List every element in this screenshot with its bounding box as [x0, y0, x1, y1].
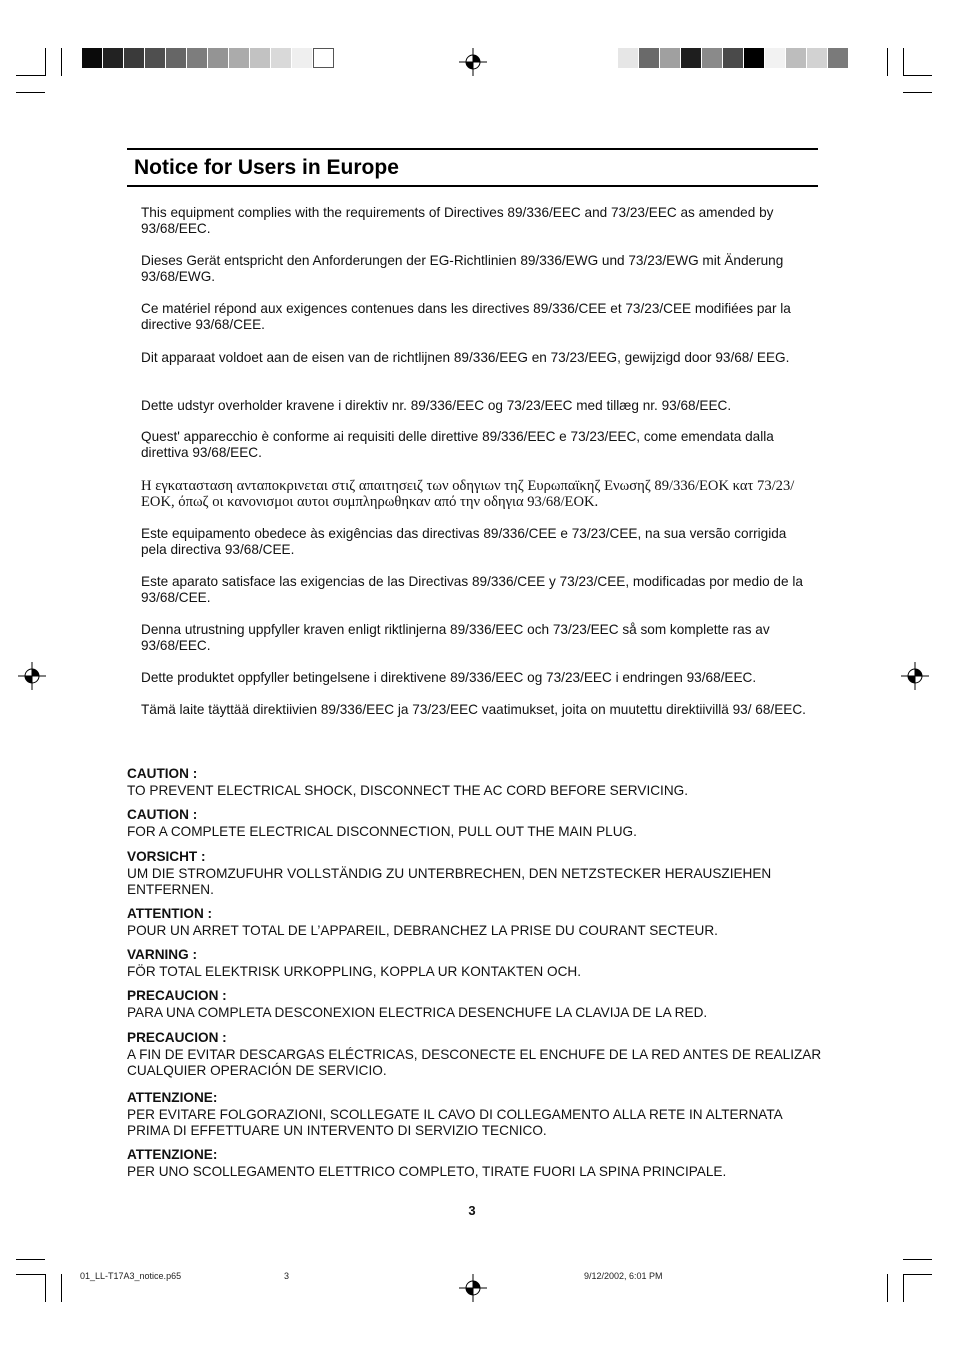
color-swatch: [313, 48, 334, 68]
color-swatch: [639, 48, 660, 68]
color-swatch: [807, 48, 828, 68]
registration-mark-icon: [901, 662, 929, 690]
color-swatch: [82, 48, 103, 68]
color-swatch: [618, 48, 639, 68]
color-swatch: [744, 48, 765, 68]
caution-text: FÖR TOTAL ELEKTRISK URKOPPLING, KOPPLA UR KONTAKTEN OCH.: [127, 963, 581, 979]
color-swatch: [786, 48, 807, 68]
caution-label: ATTENTION :: [127, 906, 213, 921]
caution-text: PER UNO SCOLLEGAMENTO ELETTRICO COMPLETO, TIRATE FUORI LA SPINA PRINCIPALE.: [127, 1163, 727, 1179]
caution-label: ATTENZIONE:: [127, 1090, 218, 1105]
color-swatch: [229, 48, 250, 68]
caution-block: [127, 766, 822, 799]
crop-mark: [16, 1259, 45, 1260]
footer-datetime: 9/12/2002, 6:01 PM: [584, 1271, 663, 1281]
color-swatch: [681, 48, 702, 68]
compliance-paragraph: Dieses Gerät entspricht den Anforderungen der EG-Richtlinien 89/336/EWG und 73/23/EWG mit Änderung 93/68/EWG.: [141, 253, 784, 284]
compliance-paragraph: Η εγκατασταση ανταποκρινεται στιζ απαιτησειζ των οδηγιων τηζ Ευρωπαϊκηζ Ενωσηζ 89/336/ΕΟΚ κατ 73/23/ΕΟΚ, όπωζ οι κανονισμοι αυτοι συμπληρωθηκαν από την οδηγια 93/68/ΕΟΚ.: [141, 478, 795, 510]
calibration-bar-right: [618, 48, 849, 68]
crop-mark: [903, 1274, 904, 1302]
color-swatch: [292, 48, 313, 68]
calibration-bar-left: [82, 48, 334, 68]
caution-text: A FIN DE EVITAR DESCARGAS ELÉCTRICAS, DESCONECTE EL ENCHUFE DE LA RED ANTES DE REALIZAR CUALQUIER OPERACIÓN DE SERVICIO.: [127, 1046, 822, 1078]
color-swatch: [271, 48, 292, 68]
compliance-paragraph: Denna utrustning uppfyller kraven enligt riktlinjerna 89/336/EEC och 73/23/EEC så som komplette ras av 93/68/EEC.: [141, 622, 770, 653]
color-swatch: [166, 48, 187, 68]
color-swatch: [103, 48, 124, 68]
color-swatch: [828, 48, 849, 68]
color-swatch: [723, 48, 744, 68]
caution-text: PER EVITARE FOLGORAZIONI, SCOLLEGATE IL CAVO DI COLLEGAMENTO ALLA RETE IN ALTERNATA PRIMA DI EFFETTUARE UN INTERVENTO DI SERVIZIO TECNICO.: [127, 1106, 782, 1138]
caution-text: UM DIE STROMZUFUHR VOLLSTÄNDIG ZU UNTERBRECHEN, DEN NETZSTECKER HERAUSZIEHEN ENTFERNEN.: [127, 865, 772, 897]
caution-block: [127, 1147, 822, 1180]
registration-mark-icon: [459, 1274, 487, 1302]
page-title: Notice for Users in Europe: [134, 156, 399, 179]
caution-block: [127, 807, 822, 840]
crop-mark: [45, 48, 46, 76]
compliance-paragraph: Quest' apparecchio è conforme ai requisiti delle direttive 89/336/EEC e 73/23/EEC, come emendata dalla direttiva 93/68/EEC.: [141, 429, 774, 460]
caution-label: CAUTION :: [127, 807, 198, 822]
caution-block: [127, 947, 822, 980]
compliance-paragraph: Dette udstyr overholder kravene i direktiv nr. 89/336/EEC og 73/23/EEC med tillæg nr. 93/68/EEC.: [141, 398, 732, 413]
caution-label: CAUTION :: [127, 766, 198, 781]
caution-text: POUR UN ARRET TOTAL DE L’APPAREIL, DEBRANCHEZ LA PRISE DU COURANT SECTEUR.: [127, 922, 718, 938]
caution-label: VARNING :: [127, 947, 197, 962]
color-swatch: [250, 48, 271, 68]
registration-mark-icon: [459, 48, 487, 76]
crop-mark: [903, 1274, 932, 1275]
caution-text: PARA UNA COMPLETA DESCONEXION ELECTRICA DESENCHUFE LA CLAVIJA DE LA RED.: [127, 1004, 708, 1020]
color-swatch: [124, 48, 145, 68]
crop-mark: [903, 1259, 932, 1260]
crop-mark: [887, 1274, 888, 1302]
caution-block: [127, 906, 822, 939]
color-swatch: [702, 48, 723, 68]
caution-text: TO PREVENT ELECTRICAL SHOCK, DISCONNECT THE AC CORD BEFORE SERVICING.: [127, 782, 688, 798]
compliance-paragraph: Tämä laite täyttää direktiivien 89/336/EEC ja 73/23/EEC vaatimukset, joita on muutettu direktiivillä 93/ 68/EEC.: [141, 702, 806, 717]
title-box: [127, 148, 818, 187]
compliance-paragraph: Dit apparaat voldoet aan de eisen van de richtlijnen 89/336/EEG en 73/23/EEG, gewijzigd door 93/68/ EEG.: [141, 350, 790, 365]
color-swatch: [187, 48, 208, 68]
registration-mark-icon: [18, 662, 46, 690]
crop-mark: [16, 92, 45, 93]
caution-label: VORSICHT :: [127, 849, 206, 864]
crop-mark: [61, 48, 62, 76]
caution-block: [127, 849, 822, 899]
caution-block: [127, 988, 822, 1021]
crop-mark: [61, 1274, 62, 1302]
crop-mark: [903, 75, 932, 76]
color-swatch: [765, 48, 786, 68]
compliance-paragraph: Este aparato satisface las exigencias de las Directivas 89/336/CEE y 73/23/CEE, modificadas por medio de la 93/68/CEE.: [141, 574, 803, 605]
color-swatch: [145, 48, 166, 68]
caution-block: [127, 1030, 822, 1080]
color-swatch: [660, 48, 681, 68]
crop-mark: [903, 92, 932, 93]
color-swatch: [208, 48, 229, 68]
crop-mark: [887, 48, 888, 76]
caution-block: [127, 1090, 822, 1140]
compliance-paragraph: This equipment complies with the requirements of Directives 89/336/EEC and 73/23/EEC as amended by 93/68/EEC.: [141, 205, 774, 236]
page-number: 3: [468, 1203, 476, 1218]
crop-mark: [16, 75, 45, 76]
crop-mark: [16, 1274, 45, 1275]
crop-mark: [903, 48, 904, 76]
compliance-paragraph: Dette produktet oppfyller betingelsene i direktivene 89/336/EEC og 73/23/EEC i endringen 93/68/EEC.: [141, 670, 757, 685]
compliance-paragraph: Este equipamento obedece às exigências das directivas 89/336/CEE e 73/23/CEE, na sua versão corrigida pela directiva 93/68/CEE.: [141, 526, 787, 557]
compliance-paragraph: Ce matériel répond aux exigences contenues dans les directives 89/336/CEE et 73/23/CEE modifiées par la directive 93/68/CEE.: [141, 301, 791, 332]
caution-label: ATTENZIONE:: [127, 1147, 218, 1162]
crop-mark: [45, 1274, 46, 1302]
caution-label: PRECAUCION :: [127, 1030, 227, 1045]
footer-page: 3: [284, 1271, 290, 1281]
footer-filename: 01_LL-T17A3_notice.p65: [80, 1271, 182, 1281]
caution-label: PRECAUCION :: [127, 988, 227, 1003]
caution-text: FOR A COMPLETE ELECTRICAL DISCONNECTION, PULL OUT THE MAIN PLUG.: [127, 823, 637, 839]
